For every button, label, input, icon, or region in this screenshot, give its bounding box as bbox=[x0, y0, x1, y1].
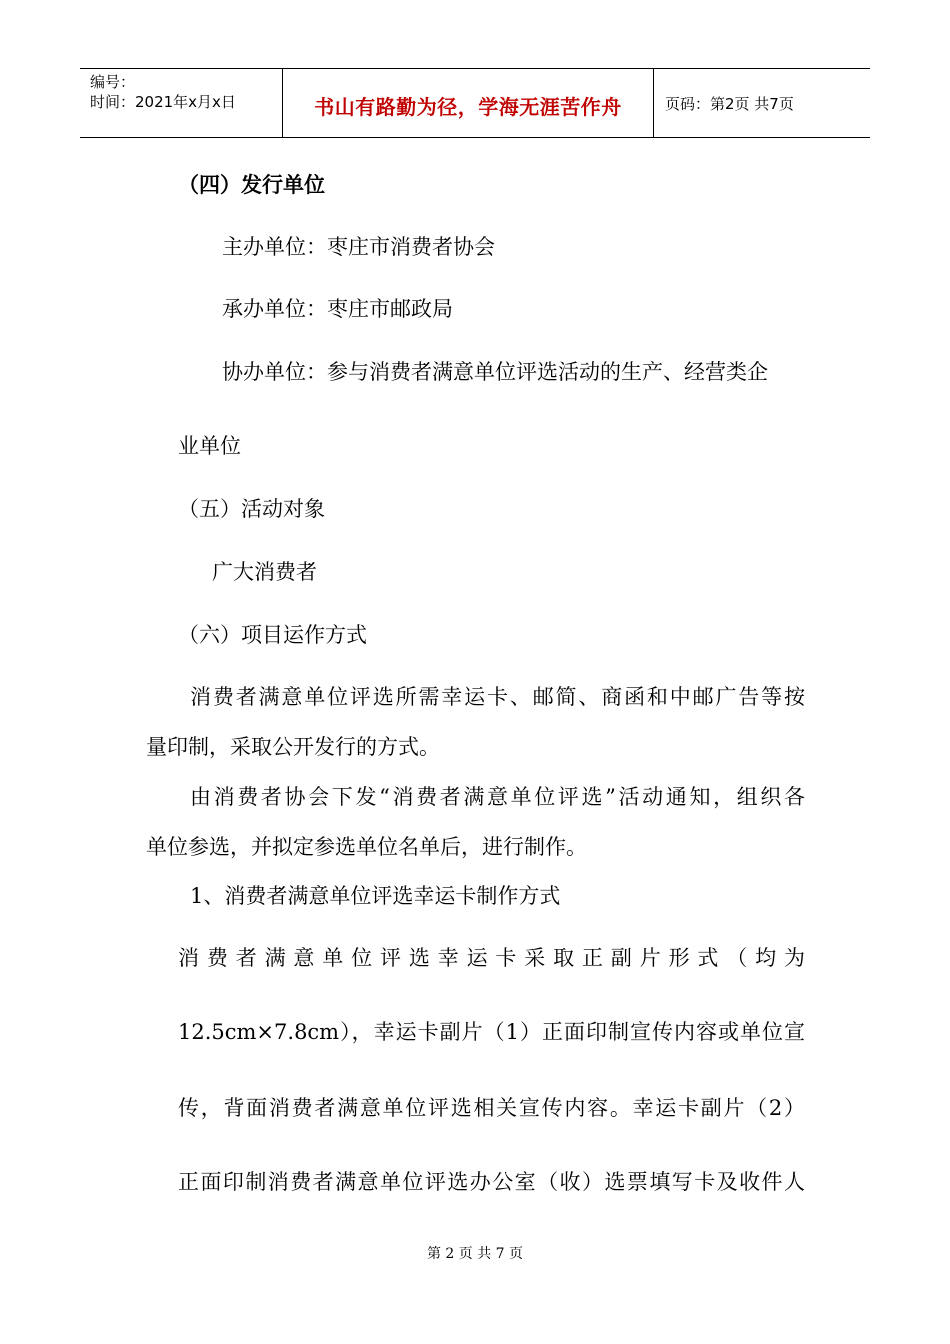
motto-text: 书山有路勤为径，学海无涯苦作舟 bbox=[314, 95, 622, 119]
header-motto-cell bbox=[282, 69, 654, 137]
paragraph-3-line-1: 消费者满意单位评选幸运卡采取正副片形式（均为 bbox=[178, 946, 805, 970]
page-footer: 第 2 页 共 7 页 bbox=[426, 1246, 524, 1262]
section-5-heading: （五）活动对象 bbox=[178, 497, 325, 521]
header-right-cell bbox=[653, 69, 870, 137]
paragraph-3-line-3: 传，背面消费者满意单位评选相关宣传内容。幸运卡副片（2） bbox=[178, 1096, 805, 1120]
paragraph-1-line-1: 消费者满意单位评选所需幸运卡、邮简、商函和中邮广告等按 bbox=[190, 685, 805, 709]
page-label: 页码：第2页 共7页 bbox=[665, 95, 794, 113]
paragraph-3-line-4: 正面印制消费者满意单位评选办公室（收）选票填写卡及收件人 bbox=[178, 1170, 805, 1194]
header-left-cell bbox=[80, 69, 282, 137]
number-label: 编号： bbox=[90, 73, 136, 91]
co-organizer-line-2: 业单位 bbox=[178, 434, 241, 458]
section-4-heading: （四）发行单位 bbox=[178, 172, 325, 197]
paragraph-2-line-1: 由消费者协会下发“消费者满意单位评选”活动通知，组织各 bbox=[190, 785, 805, 809]
section-5-text: 广大消费者 bbox=[212, 560, 317, 584]
paragraph-3-line-2: 12.5cm×7.8cm），幸运卡副片（1）正面印制宣传内容或单位宣 bbox=[178, 1020, 805, 1044]
section-6-heading: （六）项目运作方式 bbox=[178, 623, 367, 647]
co-organizer-line-1: 协办单位：参与消费者满意单位评选活动的生产、经营类企 bbox=[222, 360, 768, 384]
page-header bbox=[80, 68, 870, 138]
time-label: 时间：2021年x月x日 bbox=[90, 93, 236, 111]
paragraph-2-line-2: 单位参选，并拟定参选单位名单后，进行制作。 bbox=[146, 835, 587, 859]
undertaker-line: 承办单位：枣庄市邮政局 bbox=[222, 297, 453, 321]
organizer-line: 主办单位：枣庄市消费者协会 bbox=[222, 235, 495, 259]
paragraph-1-line-2: 量印制，采取公开发行的方式。 bbox=[146, 735, 440, 759]
item-1-heading: 1、消费者满意单位评选幸运卡制作方式 bbox=[190, 884, 561, 908]
